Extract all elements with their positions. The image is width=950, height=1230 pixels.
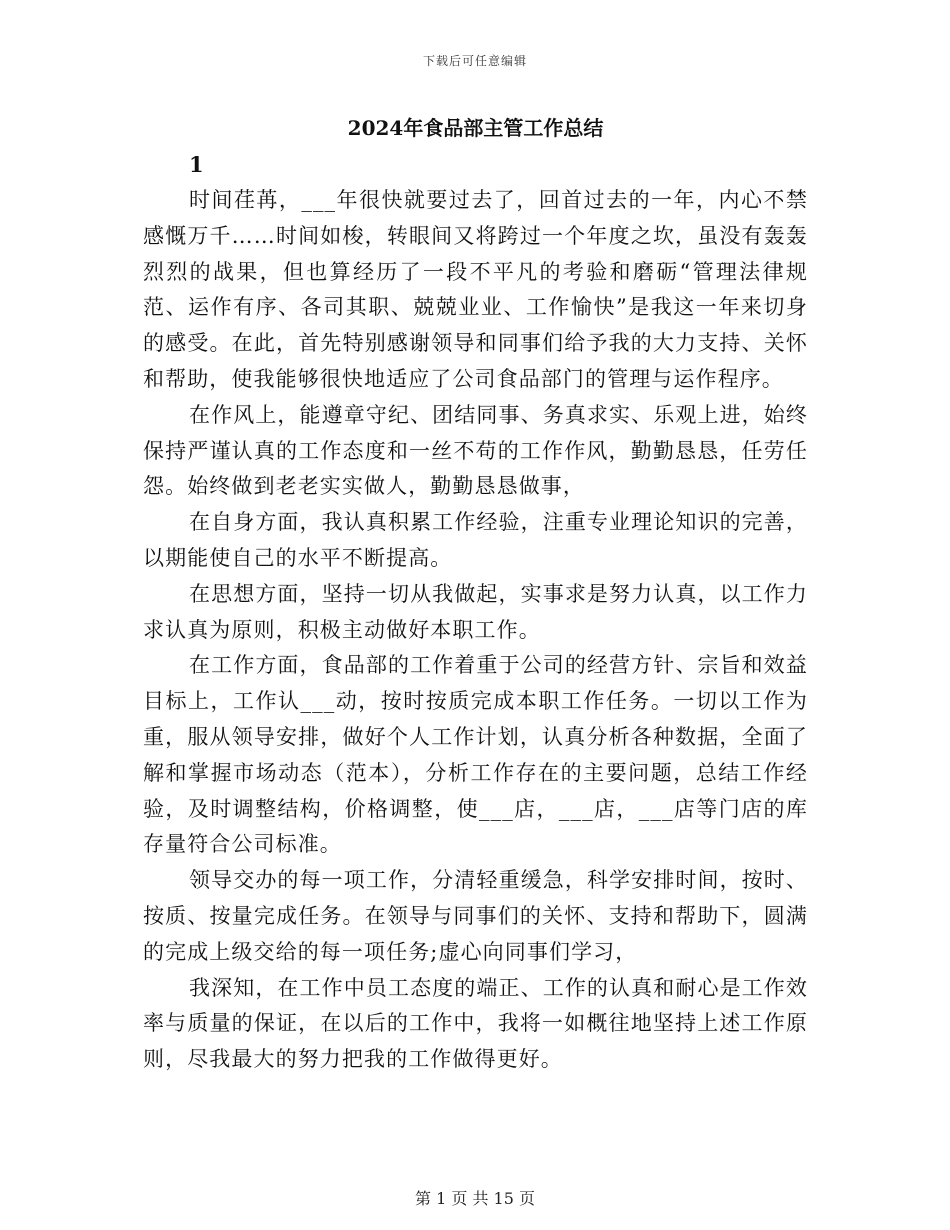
body-text (143, 183, 808, 1078)
document-title: 2024年食品部主管工作总结 (347, 116, 604, 140)
paragraph: 在自身方面，我认真积累工作经验，注重专业理论知识的完善，以期能使自己的水平不断提高。 (143, 510, 808, 570)
page-header-note: 下载后可任意编辑 (422, 54, 527, 68)
paragraph: 我深知，在工作中员工态度的端正、工作的认真和耐心是工作效率与质量的保证，在以后的工作中，我将一如概往地坚持上述工作原则，尽我最大的努力把我的工作做得更好。 (143, 975, 808, 1072)
paragraph: 在思想方面，坚持一切从我做起，实事求是努力认真，以工作力求认真为原则，积极主动做好本职工作。 (143, 581, 808, 642)
paragraph: 在工作方面，食品部的工作着重于公司的经营方针、宗旨和效益目标上，工作认___动，按时按质完成本职工作任务。一切以工作为重，服从领导安排，做好个人工作计划，认真分析各种数据，全面了解和掌握市场动态（范本），分析工作存在的主要问题，总结工作经验，及时调整结构，价格调整，使___店，___店，___店等门店的库存量符合公司标准。 (143, 653, 808, 857)
paragraph: 时间荏苒，___年很快就要过去了，回首过去的一年，内心不禁感慨万千……时间如梭，转眼间又将跨过一个年度之坎，虽没有轰轰烈烈的战果，但也算经历了一段不平凡的考验和磨砺“管理法律规范、运作有序、各司其职、兢兢业业、工作愉快”是我这一年来切身的感受。在此，首先特别感谢领导和同事们给予我的大力支持、关怀和帮助，使我能够很快地适应了公司食品部门的管理与运作程序。 (143, 188, 808, 391)
paragraph: 在作风上，能遵章守纪、团结同事、务真求实、乐观上进，始终保持严谨认真的工作态度和一丝不苟的工作作风，勤勤恳恳，任劳任怨。始终做到老老实实做人，勤勤恳恳做事， (143, 402, 808, 499)
paragraph: 领导交办的每一项工作，分清轻重缓急，科学安排时间，按时、按质、按量完成任务。在领导与同事们的关怀、支持和帮助下，圆满的完成上级交给的每一项任务;虚心向同事们学习， (143, 868, 808, 964)
page-footer-indicator: 第 1 页 共 15 页 (415, 1189, 535, 1208)
section-number: 1 (189, 152, 204, 177)
